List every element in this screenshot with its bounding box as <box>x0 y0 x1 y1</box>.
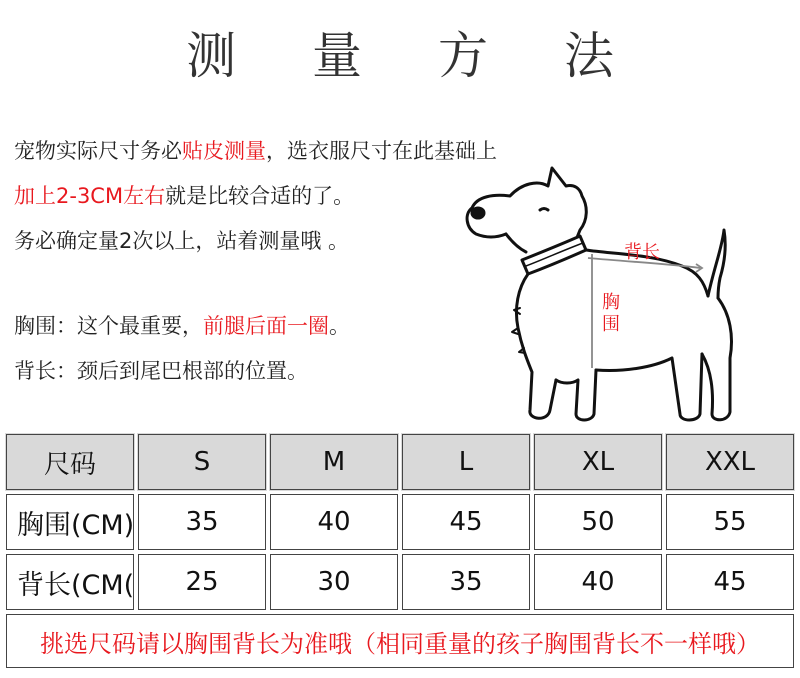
intro-line-5: 背长：颈后到尾巴根部的位置。 <box>14 359 308 383</box>
intro-highlight: 前腿后面一圈 <box>203 314 329 338</box>
intro-line-1 <box>14 138 497 164</box>
table-cell: 25 <box>136 552 268 612</box>
intro-line-4 <box>14 313 350 339</box>
size-header-row <box>4 432 796 492</box>
table-cell: 35 <box>400 552 532 612</box>
table-cell: 45 <box>400 492 532 552</box>
intro-text: 胸围：这个最重要， <box>14 314 203 338</box>
page-title: 测 量 方 法 <box>186 27 644 85</box>
table-cell: 35 <box>136 492 268 552</box>
intro-highlight: 贴皮测量 <box>182 139 266 163</box>
size-header-cell: M <box>268 432 400 492</box>
size-header-cell: XXL <box>664 432 796 492</box>
table-row <box>4 492 796 552</box>
table-cell: 40 <box>532 552 664 612</box>
table-cell: 30 <box>268 552 400 612</box>
intro-highlight: 加上2-3CM左右 <box>14 184 166 208</box>
intro-text: ，选衣服尺寸在此基础上 <box>266 139 497 163</box>
size-header-cell: 尺码 <box>4 432 136 492</box>
intro-text: 就是比较合适的了。 <box>165 184 355 208</box>
intro-text: 宠物实际尺寸务必 <box>14 139 182 163</box>
chest-label-1: 胸 <box>602 292 620 313</box>
size-note: 挑选尺码请以胸围背长为准哦（相同重量的孩子胸围背长不一样哦） <box>4 612 796 670</box>
back-length-label: 背长 <box>624 242 660 263</box>
row-label: 背长(CM( <box>4 552 136 612</box>
row-label: 胸围(CM) <box>4 492 136 552</box>
size-table <box>3 431 797 671</box>
table-cell: 40 <box>268 492 400 552</box>
intro-line-3: 务必确定量2次以上，站着测量哦 。 <box>14 229 350 253</box>
intro-line-2 <box>14 183 354 209</box>
size-header-cell: S <box>136 432 268 492</box>
intro-text: 。 <box>329 314 350 338</box>
table-row <box>4 552 796 612</box>
table-cell: 50 <box>532 492 664 552</box>
note-row <box>4 612 796 670</box>
chest-label-2: 围 <box>602 314 620 335</box>
dog-illustration <box>452 158 798 430</box>
table-cell: 55 <box>664 492 796 552</box>
size-header-cell: XL <box>532 432 664 492</box>
size-header-cell: L <box>400 432 532 492</box>
table-cell: 45 <box>664 552 796 612</box>
